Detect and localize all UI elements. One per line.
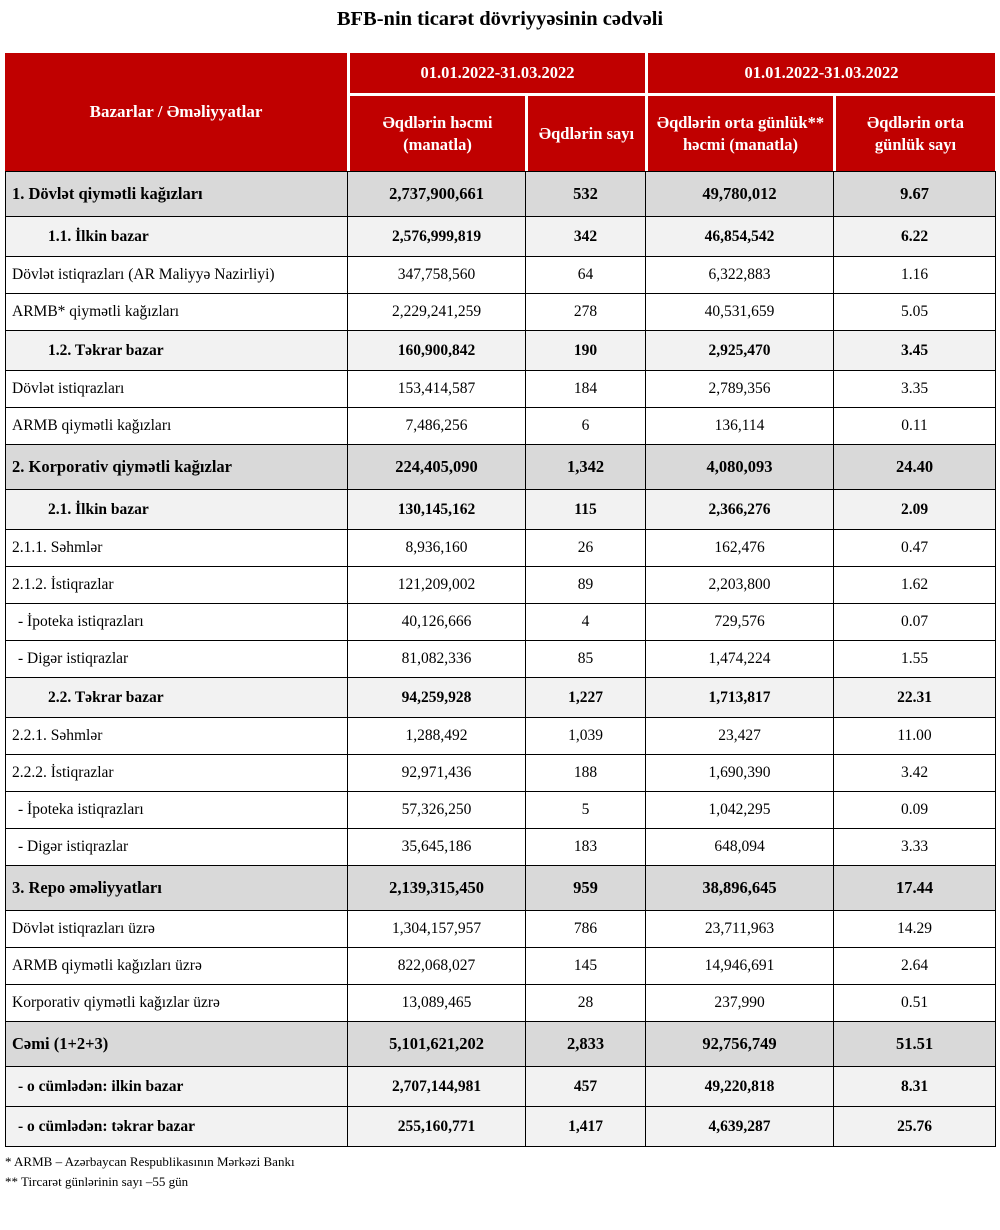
cell-volume: 255,160,771 <box>348 1107 526 1147</box>
cell-avg-volume: 136,114 <box>646 408 834 445</box>
cell-avg-count: 1.55 <box>834 641 996 678</box>
cell-avg-volume: 49,780,012 <box>646 172 834 217</box>
table-row <box>6 331 996 371</box>
cell-avg-volume: 40,531,659 <box>646 294 834 331</box>
cell-avg-count: 24.40 <box>834 445 996 490</box>
cell-count: 145 <box>526 948 646 985</box>
table-body <box>6 172 996 1147</box>
cell-volume: 2,737,900,661 <box>348 172 526 217</box>
table-row <box>6 445 996 490</box>
footnotes <box>5 1152 995 1192</box>
cell-avg-count: 0.11 <box>834 408 996 445</box>
cell-avg-volume: 648,094 <box>646 829 834 866</box>
footnote-trading-days: ** Tircarət günlərinin sayı –55 gün <box>5 1174 189 1190</box>
table-row <box>6 257 996 294</box>
row-label: Dövlət istiqrazları üzrə <box>6 911 348 948</box>
cell-volume: 153,414,587 <box>348 371 526 408</box>
cell-avg-volume: 23,711,963 <box>646 911 834 948</box>
row-label: Dövlət istiqrazları (AR Maliyyə Nazirliyi) <box>6 257 348 294</box>
cell-count: 89 <box>526 567 646 604</box>
row-label: - İpoteka istiqrazları <box>6 604 348 641</box>
row-label: 3. Repo əməliyyatları <box>6 866 348 911</box>
cell-count: 342 <box>526 217 646 257</box>
cell-avg-count: 0.47 <box>834 530 996 567</box>
data-table <box>5 171 996 1147</box>
row-label: 2.2.2. İstiqrazlar <box>6 755 348 792</box>
page-title: BFB-nin ticarət dövriyyəsinin cədvəli <box>336 8 664 30</box>
row-label: - Digər istiqrazlar <box>6 829 348 866</box>
cell-avg-count: 8.31 <box>834 1067 996 1107</box>
cell-avg-volume: 1,713,817 <box>646 678 834 718</box>
cell-count: 278 <box>526 294 646 331</box>
cell-count: 5 <box>526 792 646 829</box>
cell-avg-count: 2.64 <box>834 948 996 985</box>
cell-avg-count: 0.51 <box>834 985 996 1022</box>
cell-count: 190 <box>526 331 646 371</box>
cell-count: 64 <box>526 257 646 294</box>
table-row <box>6 718 996 755</box>
cell-avg-count: 3.45 <box>834 331 996 371</box>
table-row <box>6 294 996 331</box>
cell-avg-count: 1.16 <box>834 257 996 294</box>
cell-avg-count: 25.76 <box>834 1107 996 1147</box>
cell-volume: 121,209,002 <box>348 567 526 604</box>
table-row <box>6 490 996 530</box>
cell-volume: 7,486,256 <box>348 408 526 445</box>
row-label: - İpoteka istiqrazları <box>6 792 348 829</box>
cell-volume: 5,101,621,202 <box>348 1022 526 1067</box>
cell-volume: 2,139,315,450 <box>348 866 526 911</box>
cell-avg-count: 22.31 <box>834 678 996 718</box>
cell-volume: 81,082,336 <box>348 641 526 678</box>
cell-avg-count: 1.62 <box>834 567 996 604</box>
cell-volume: 130,145,162 <box>348 490 526 530</box>
table-header <box>5 53 995 171</box>
cell-avg-count: 14.29 <box>834 911 996 948</box>
table-row <box>6 792 996 829</box>
cell-avg-volume: 2,789,356 <box>646 371 834 408</box>
cell-avg-count: 0.07 <box>834 604 996 641</box>
cell-volume: 2,229,241,259 <box>348 294 526 331</box>
footnote-armb: * ARMB – Azərbaycan Respublikasının Mərkəzi Bankı <box>5 1154 295 1169</box>
cell-count: 184 <box>526 371 646 408</box>
cell-avg-volume: 2,203,800 <box>646 567 834 604</box>
cell-count: 4 <box>526 604 646 641</box>
cell-volume: 92,971,436 <box>348 755 526 792</box>
cell-volume: 13,089,465 <box>348 985 526 1022</box>
row-label: Dövlət istiqrazları <box>6 371 348 408</box>
cell-volume: 160,900,842 <box>348 331 526 371</box>
cell-avg-volume: 1,474,224 <box>646 641 834 678</box>
cell-avg-volume: 729,576 <box>646 604 834 641</box>
table-row <box>6 371 996 408</box>
column-header-avg-count: Əqdlərin orta günlük sayı <box>833 93 995 171</box>
corner-header: Bazarlar / Əməliyyatlar <box>5 53 347 171</box>
cell-volume: 35,645,186 <box>348 829 526 866</box>
period-header-1: 01.01.2022-31.03.2022 <box>347 53 645 93</box>
cell-volume: 1,304,157,957 <box>348 911 526 948</box>
cell-count: 183 <box>526 829 646 866</box>
cell-avg-volume: 2,925,470 <box>646 331 834 371</box>
row-label: 2.2.1. Səhmlər <box>6 718 348 755</box>
table-row <box>6 1107 996 1147</box>
cell-avg-count: 3.33 <box>834 829 996 866</box>
row-label: 2.2. Təkrar bazar <box>6 678 348 718</box>
row-label: - o cümlədən: təkrar bazar <box>6 1107 348 1147</box>
cell-count: 26 <box>526 530 646 567</box>
row-label: 1.2. Təkrar bazar <box>6 331 348 371</box>
column-header-count: Əqdlərin sayı <box>525 93 645 171</box>
row-label: 2.1. İlkin bazar <box>6 490 348 530</box>
cell-avg-count: 6.22 <box>834 217 996 257</box>
table-row <box>6 985 996 1022</box>
table-row <box>6 172 996 217</box>
row-label: 2. Korporativ qiymətli kağızlar <box>6 445 348 490</box>
row-label: - o cümlədən: ilkin bazar <box>6 1067 348 1107</box>
row-label: 1.1. İlkin bazar <box>6 217 348 257</box>
row-label: Cəmi (1+2+3) <box>6 1022 348 1067</box>
cell-avg-count: 0.09 <box>834 792 996 829</box>
row-label: - Digər istiqrazlar <box>6 641 348 678</box>
cell-count: 6 <box>526 408 646 445</box>
table-row <box>6 604 996 641</box>
cell-count: 786 <box>526 911 646 948</box>
cell-avg-count: 17.44 <box>834 866 996 911</box>
cell-count: 115 <box>526 490 646 530</box>
row-label: 2.1.1. Səhmlər <box>6 530 348 567</box>
report-page <box>5 8 995 1192</box>
cell-avg-volume: 38,896,645 <box>646 866 834 911</box>
cell-count: 1,039 <box>526 718 646 755</box>
cell-volume: 347,758,560 <box>348 257 526 294</box>
table-row <box>6 829 996 866</box>
cell-avg-count: 5.05 <box>834 294 996 331</box>
table-row <box>6 948 996 985</box>
cell-count: 85 <box>526 641 646 678</box>
cell-avg-volume: 23,427 <box>646 718 834 755</box>
cell-avg-volume: 1,690,390 <box>646 755 834 792</box>
table-row <box>6 1067 996 1107</box>
row-label: 1. Dövlət qiymətli kağızları <box>6 172 348 217</box>
row-label: 2.1.2. İstiqrazlar <box>6 567 348 604</box>
cell-count: 532 <box>526 172 646 217</box>
cell-avg-volume: 237,990 <box>646 985 834 1022</box>
cell-avg-count: 51.51 <box>834 1022 996 1067</box>
cell-avg-count: 9.67 <box>834 172 996 217</box>
table-row <box>6 1022 996 1067</box>
cell-volume: 1,288,492 <box>348 718 526 755</box>
cell-avg-count: 3.35 <box>834 371 996 408</box>
cell-count: 1,342 <box>526 445 646 490</box>
cell-avg-volume: 6,322,883 <box>646 257 834 294</box>
table-row <box>6 755 996 792</box>
table-row <box>6 866 996 911</box>
cell-count: 959 <box>526 866 646 911</box>
cell-count: 457 <box>526 1067 646 1107</box>
row-label: ARMB* qiymətli kağızları <box>6 294 348 331</box>
cell-avg-volume: 162,476 <box>646 530 834 567</box>
cell-count: 2,833 <box>526 1022 646 1067</box>
cell-avg-volume: 1,042,295 <box>646 792 834 829</box>
cell-volume: 2,707,144,981 <box>348 1067 526 1107</box>
table-row <box>6 530 996 567</box>
table-row <box>6 678 996 718</box>
cell-avg-volume: 92,756,749 <box>646 1022 834 1067</box>
table-row <box>6 911 996 948</box>
cell-volume: 822,068,027 <box>348 948 526 985</box>
cell-count: 1,227 <box>526 678 646 718</box>
row-label: ARMB qiymətli kağızları <box>6 408 348 445</box>
cell-avg-count: 11.00 <box>834 718 996 755</box>
cell-count: 188 <box>526 755 646 792</box>
column-header-volume: Əqdlərin həcmi (manatla) <box>347 93 525 171</box>
row-label: ARMB qiymətli kağızları üzrə <box>6 948 348 985</box>
cell-volume: 224,405,090 <box>348 445 526 490</box>
cell-volume: 57,326,250 <box>348 792 526 829</box>
cell-volume: 8,936,160 <box>348 530 526 567</box>
table-row <box>6 567 996 604</box>
row-label: Korporativ qiymətli kağızlar üzrə <box>6 985 348 1022</box>
cell-avg-volume: 14,946,691 <box>646 948 834 985</box>
table-row <box>6 641 996 678</box>
cell-count: 28 <box>526 985 646 1022</box>
column-header-avg-volume: Əqdlərin orta günlük** həcmi (manatla) <box>645 93 833 171</box>
cell-avg-count: 3.42 <box>834 755 996 792</box>
period-header-2: 01.01.2022-31.03.2022 <box>645 53 995 93</box>
cell-volume: 40,126,666 <box>348 604 526 641</box>
cell-avg-volume: 4,639,287 <box>646 1107 834 1147</box>
cell-avg-count: 2.09 <box>834 490 996 530</box>
table-row <box>6 408 996 445</box>
cell-avg-volume: 49,220,818 <box>646 1067 834 1107</box>
table-row <box>6 217 996 257</box>
cell-count: 1,417 <box>526 1107 646 1147</box>
cell-avg-volume: 2,366,276 <box>646 490 834 530</box>
cell-volume: 2,576,999,819 <box>348 217 526 257</box>
cell-avg-volume: 46,854,542 <box>646 217 834 257</box>
cell-volume: 94,259,928 <box>348 678 526 718</box>
cell-avg-volume: 4,080,093 <box>646 445 834 490</box>
